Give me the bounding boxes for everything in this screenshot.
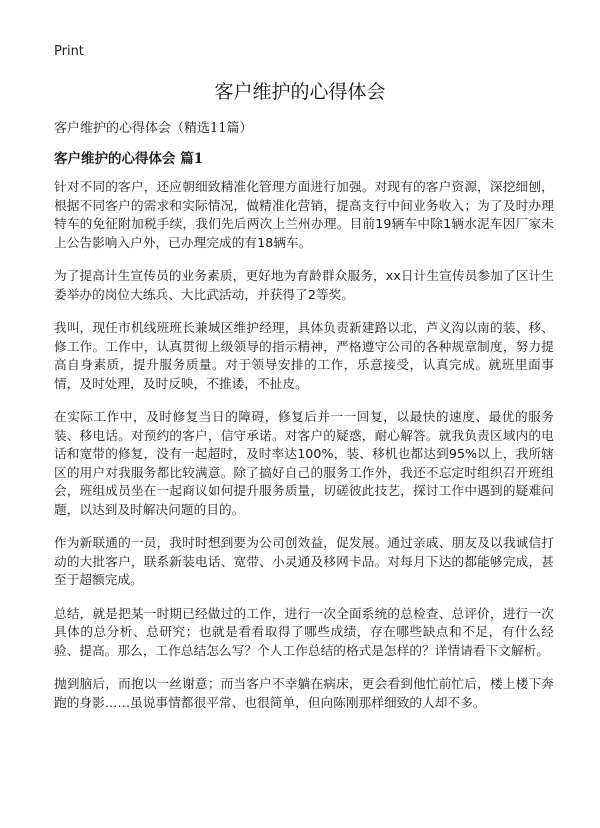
section-heading: 客户维护的心得体会 篇1: [54, 151, 204, 167]
paragraph: 针对不同的客户，还应朝细致精准化管理方面进行加强。对现有的客户资源，深挖细刨，根据不同客户的需求和实际情况，做精准化营销，提高支行中间业务收入；为了及时办理特车的免征附加税手续，我们先后两次上兰州办理。目前19辆车中除1辆水泥车因厂家未上公告影响入户外，已办理完成的有18辆车。: [54, 179, 554, 250]
paragraph: 抛到脑后，而抱以一丝谢意；而当客户不幸躺在病床，更会看到他忙前忙后，楼上楼下奔跑的身影……虽说事情都很平常、也很简单，但向陈刚那样细致的人却不多。: [54, 676, 554, 710]
paragraph: 我叫，现任市机线班班长兼城区维护经理，具体负责新建路以北，芦义沟以南的装、移、修工作。工作中，认真贯彻上级领导的指示精神，严格遵守公司的各种规章制度，努力提高自身素质，提升服务质量。对于领导安排的工作，乐意接受，认真完成。就班里面事情，及时处理，及时反映，不推诿，不扯皮。: [54, 320, 554, 391]
paragraph: 为了提高计生宣传员的业务素质，更好地为育龄群众服务，xx日计生宣传员参加了区计生委举办的岗位大练兵、大比武活动，并获得了2等奖。: [54, 268, 554, 302]
paragraph: 总结，就是把某一时期已经做过的工作，进行一次全面系统的总检查、总评价，进行一次具体的总分析、总研究；也就是看看取得了哪些成绩，存在哪些缺点和不足，有什么经验、提高。那么，工作总结怎么写？个人工作总结的格式是怎样的？详情请看下文解析。: [54, 605, 554, 658]
document-subtitle: 客户维护的心得体会（精选11篇）: [54, 121, 253, 136]
paragraph: 在实际工作中，及时修复当日的障碍，修复后并一一回复，以最快的速度、最优的服务装、移电话。对预约的客户，信守承诺。对客户的疑惑，耐心解答。就我负责区域内的电话和宽带的修复，没有一起超时，及时率达100%，装、移机也都达到95%以上，我所辖区的用户对我服务都比较满意。除了搞好自己的服务工作外，我还不忘定时组织召开班组会，班组成员坐在一起商议如何提升服务质量，切磋彼此技艺，探讨工作中遇到的疑难问题，以达到及时解决问题的目的。: [54, 409, 554, 517]
print-link[interactable]: Print: [54, 44, 84, 59]
page-title: 客户维护的心得体会: [214, 81, 386, 103]
document-body: [54, 178, 554, 727]
paragraph: 作为新联通的一员，我时时想到要为公司创效益，促发展。通过亲戚、朋友及以我诚信打动的大批客户，联系新装电话、宽带、小灵通及移网卡品。对每月下达的都能够完成，甚至于超额完成。: [54, 535, 554, 587]
